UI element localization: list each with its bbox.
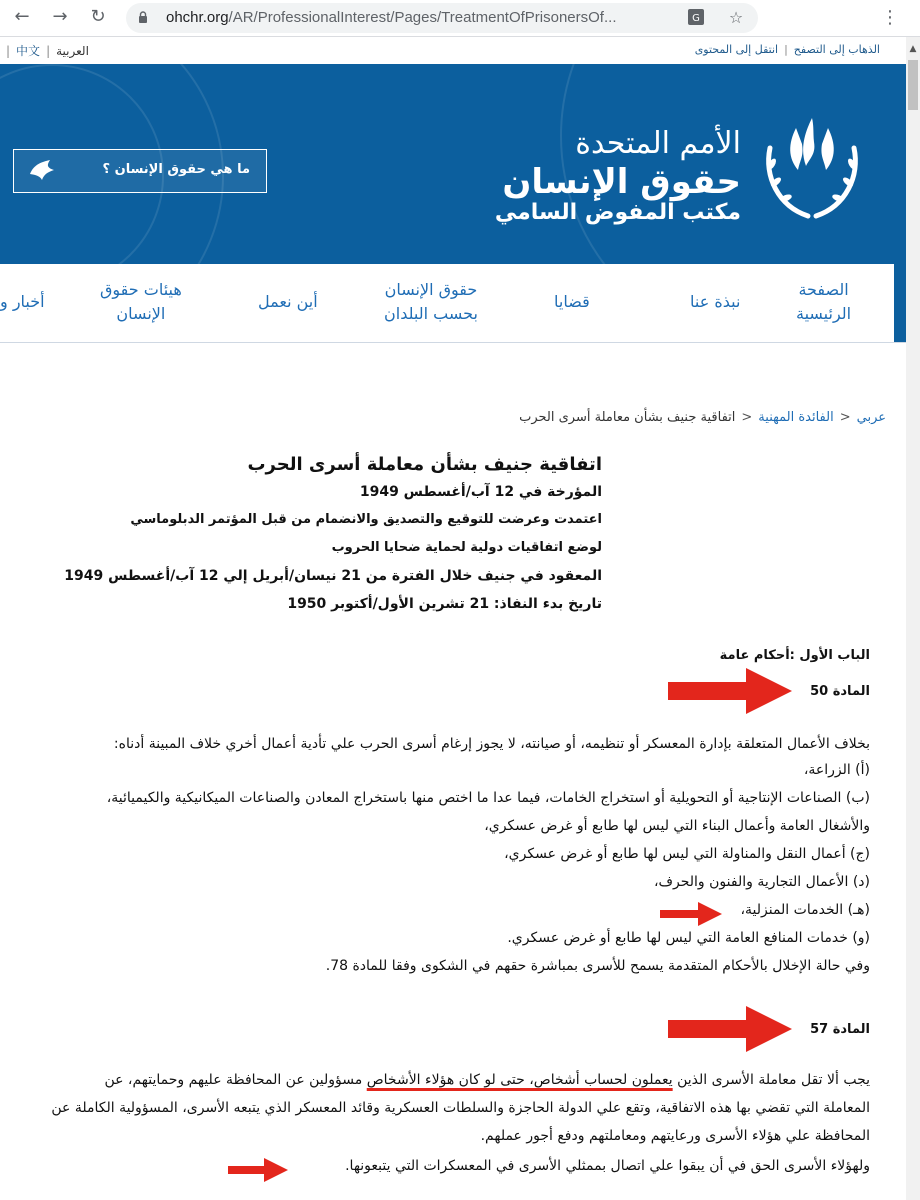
nav-issues-label: قضايا	[554, 292, 590, 311]
what-are-human-rights-button[interactable]	[13, 149, 267, 193]
translate-icon[interactable]	[686, 8, 706, 28]
menu-kebab-icon[interactable]: ⋮	[881, 7, 899, 28]
page-title: اتفاقية جنيف بشأن معاملة أسرى الحرب	[247, 454, 602, 475]
nav-hr-bodies[interactable]	[100, 278, 182, 326]
scroll-up-icon[interactable]: ▲	[909, 44, 917, 54]
convention-entry-into-force: تاريخ بدء النفاذ: 21 تشرين الأول/أكتوبر 1950	[287, 596, 602, 612]
nav-news-label: أخبار و	[0, 292, 45, 311]
banner-un-title: الأمم المتحدة	[575, 126, 741, 161]
what-are-human-rights-label: ما هي حقوق الإنسان ؟	[102, 162, 250, 177]
skip-links: الذهاب إلى التصفح|انتقل إلى المحتوى	[694, 43, 880, 56]
dove-icon	[28, 158, 56, 184]
article-50-intro: بخلاف الأعمال المتعلقة بإدارة المعسكر أو تنظيمه، أو صيانته، لا يجوز إرغام أسرى الحرب علي تأدية أعمال أخري خلاف المبينة أدناه:	[113, 736, 870, 752]
nav-issues[interactable]	[554, 290, 590, 314]
article-50-heading: المادة 50	[810, 684, 870, 699]
nav-bodies-line1: هيئات حقوق	[100, 280, 182, 299]
article-57-heading: المادة 57	[810, 1022, 870, 1037]
nav-bodies-line2: الإنسان	[116, 304, 166, 323]
address-bar[interactable]	[126, 3, 758, 33]
banner-high-commissioner-title: مكتب المفوض السامي	[494, 200, 741, 225]
red-arrow-annotation	[228, 1158, 288, 1182]
browser-toolbar	[0, 0, 920, 37]
nav-accent-stripe	[894, 264, 906, 342]
article-57-line3: المحافظة علي هؤلاء الأسرى ورعايتهم ومعاملتهم ودفع أجور عملهم.	[480, 1128, 870, 1144]
article-57-line4: ولهؤلاء الأسرى الحق في أن يبقوا علي اتصال بممثلي الأسرى في المعسكرات التي يتبعونها.	[345, 1158, 870, 1174]
skip-to-nav-link[interactable]: الذهاب إلى التصفح	[793, 43, 880, 56]
article-57-line1-start: يجب ألا تقل معاملة الأسرى الذين	[672, 1072, 870, 1088]
nav-countries-line2: بحسب البلدان	[384, 304, 478, 323]
banner-human-rights-title: حقوق الإنسان	[502, 162, 741, 202]
article-50-item-b-cont: والأشغال العامة وأعمال البناء التي ليس لها طابع أو غرض عسكري،	[484, 818, 870, 834]
convention-held: المعقود في جنيف خلال الفترة من 21 نيسان/أبريل إلي 12 آب/أغسطس 1949	[64, 568, 602, 584]
red-arrow-annotation	[660, 902, 722, 926]
section-heading: الباب الأول :أحكام عامة	[719, 648, 870, 663]
article-57-line2: المعاملة التي تقضي بها هذه الاتفاقية، وتقع علي الدولة الحاجزة والسلطات العسكرية وقائد المعسكر الذي يتبعه الأسرى، المسؤولية الكاملة عن	[51, 1100, 870, 1116]
site-banner	[0, 64, 906, 264]
article-57-underlined-phrase: يعملون لحساب أشخاص، حتى لو كان هؤلاء الأشخاص	[366, 1072, 673, 1088]
url-text	[166, 9, 616, 26]
convention-date: المؤرخة في 12 آب/أغسطس 1949	[359, 484, 602, 500]
lang-chinese-link[interactable]: 中文	[16, 44, 41, 58]
nav-home[interactable]	[796, 278, 851, 326]
nav-countries[interactable]	[384, 278, 478, 326]
red-arrow-annotation	[668, 668, 792, 714]
breadcrumb	[519, 410, 886, 425]
article-50-item-a: (أ) الزراعة،	[803, 762, 870, 778]
scrollbar-thumb[interactable]	[908, 60, 918, 110]
red-arrow-annotation	[668, 1006, 792, 1052]
chevron-left-icon: <	[839, 410, 851, 425]
article-50-item-e: (هـ) الخدمات المنزلية،	[740, 902, 870, 918]
star-icon[interactable]: ☆	[728, 8, 744, 27]
nav-news[interactable]	[0, 290, 45, 314]
article-50-item-f: (و) خدمات المنافع العامة التي ليس لها طابع أو غرض عسكري.	[507, 930, 870, 946]
arrow-right-icon[interactable]: →	[52, 6, 68, 27]
nav-home-line2: الرئيسية	[796, 304, 852, 323]
svg-text:G: G	[692, 13, 700, 24]
breadcrumb-level2-link[interactable]: الفائدة المهنية	[758, 410, 834, 425]
reload-icon[interactable]: ↻	[90, 6, 106, 27]
url-host: ohchr.org	[166, 9, 229, 26]
ohchr-logo-icon[interactable]	[756, 114, 868, 230]
article-50-item-d: (د) الأعمال التجارية والفنون والحرف،	[653, 874, 870, 890]
article-57-line1-end: مسؤولين عن المحافظة عليهم وحمايتهم، عن	[104, 1072, 367, 1088]
article-50-item-b: (ب) الصناعات الإنتاجية أو التحويلية أو استخراج الخامات، فيما عدا ما اختص منها باستخراج المعادن والصناعات الميكانيكية والكيميائية،	[106, 790, 870, 806]
breadcrumb-current: اتفاقية جنيف بشأن معاملة أسرى الحرب	[519, 410, 736, 425]
chevron-left-icon: <	[741, 410, 753, 425]
url-path: /AR/ProfessionalInterest/Pages/TreatmentOfPrisonersOf...	[228, 9, 617, 26]
nav-about-label: نبذة عنا	[690, 292, 741, 311]
nav-home-line1: الصفحة	[798, 280, 849, 299]
article-57-line1	[104, 1072, 870, 1088]
nav-about[interactable]	[690, 290, 740, 314]
lang-arabic-link[interactable]: العربية	[56, 44, 89, 58]
lock-icon	[138, 11, 148, 23]
skip-to-content-link[interactable]: انتقل إلى المحتوى	[694, 43, 779, 56]
scrollbar[interactable]	[906, 37, 920, 1200]
nav-countries-line1: حقوق الإنسان	[384, 280, 478, 299]
article-50-item-c: (ج) أعمال النقل والمناولة التي ليس لها طابع أو غرض عسكري،	[504, 846, 870, 862]
nav-where-label: أين نعمل	[258, 292, 318, 311]
article-50-closing: وفي حالة الإخلال بالأحكام المتقدمة يسمح للأسرى بمباشرة حقهم في الشكوى وفقا للمادة 78.	[325, 958, 870, 974]
convention-adopted: اعتمدت وعرضت للتوقيع والتصديق والانضمام من قبل المؤتمر الدبلوماسي	[130, 512, 602, 527]
arrow-left-icon[interactable]: ←	[14, 6, 30, 27]
convention-purpose: لوضع اتفاقيات دولية لحماية ضحايا الحروب	[331, 540, 602, 555]
nav-where-we-work[interactable]	[258, 290, 318, 314]
utility-bar	[0, 37, 906, 64]
main-navigation	[0, 264, 906, 343]
breadcrumb-root-link[interactable]: عربي	[856, 410, 886, 425]
language-switcher: | 中文 | العربية	[6, 44, 89, 58]
